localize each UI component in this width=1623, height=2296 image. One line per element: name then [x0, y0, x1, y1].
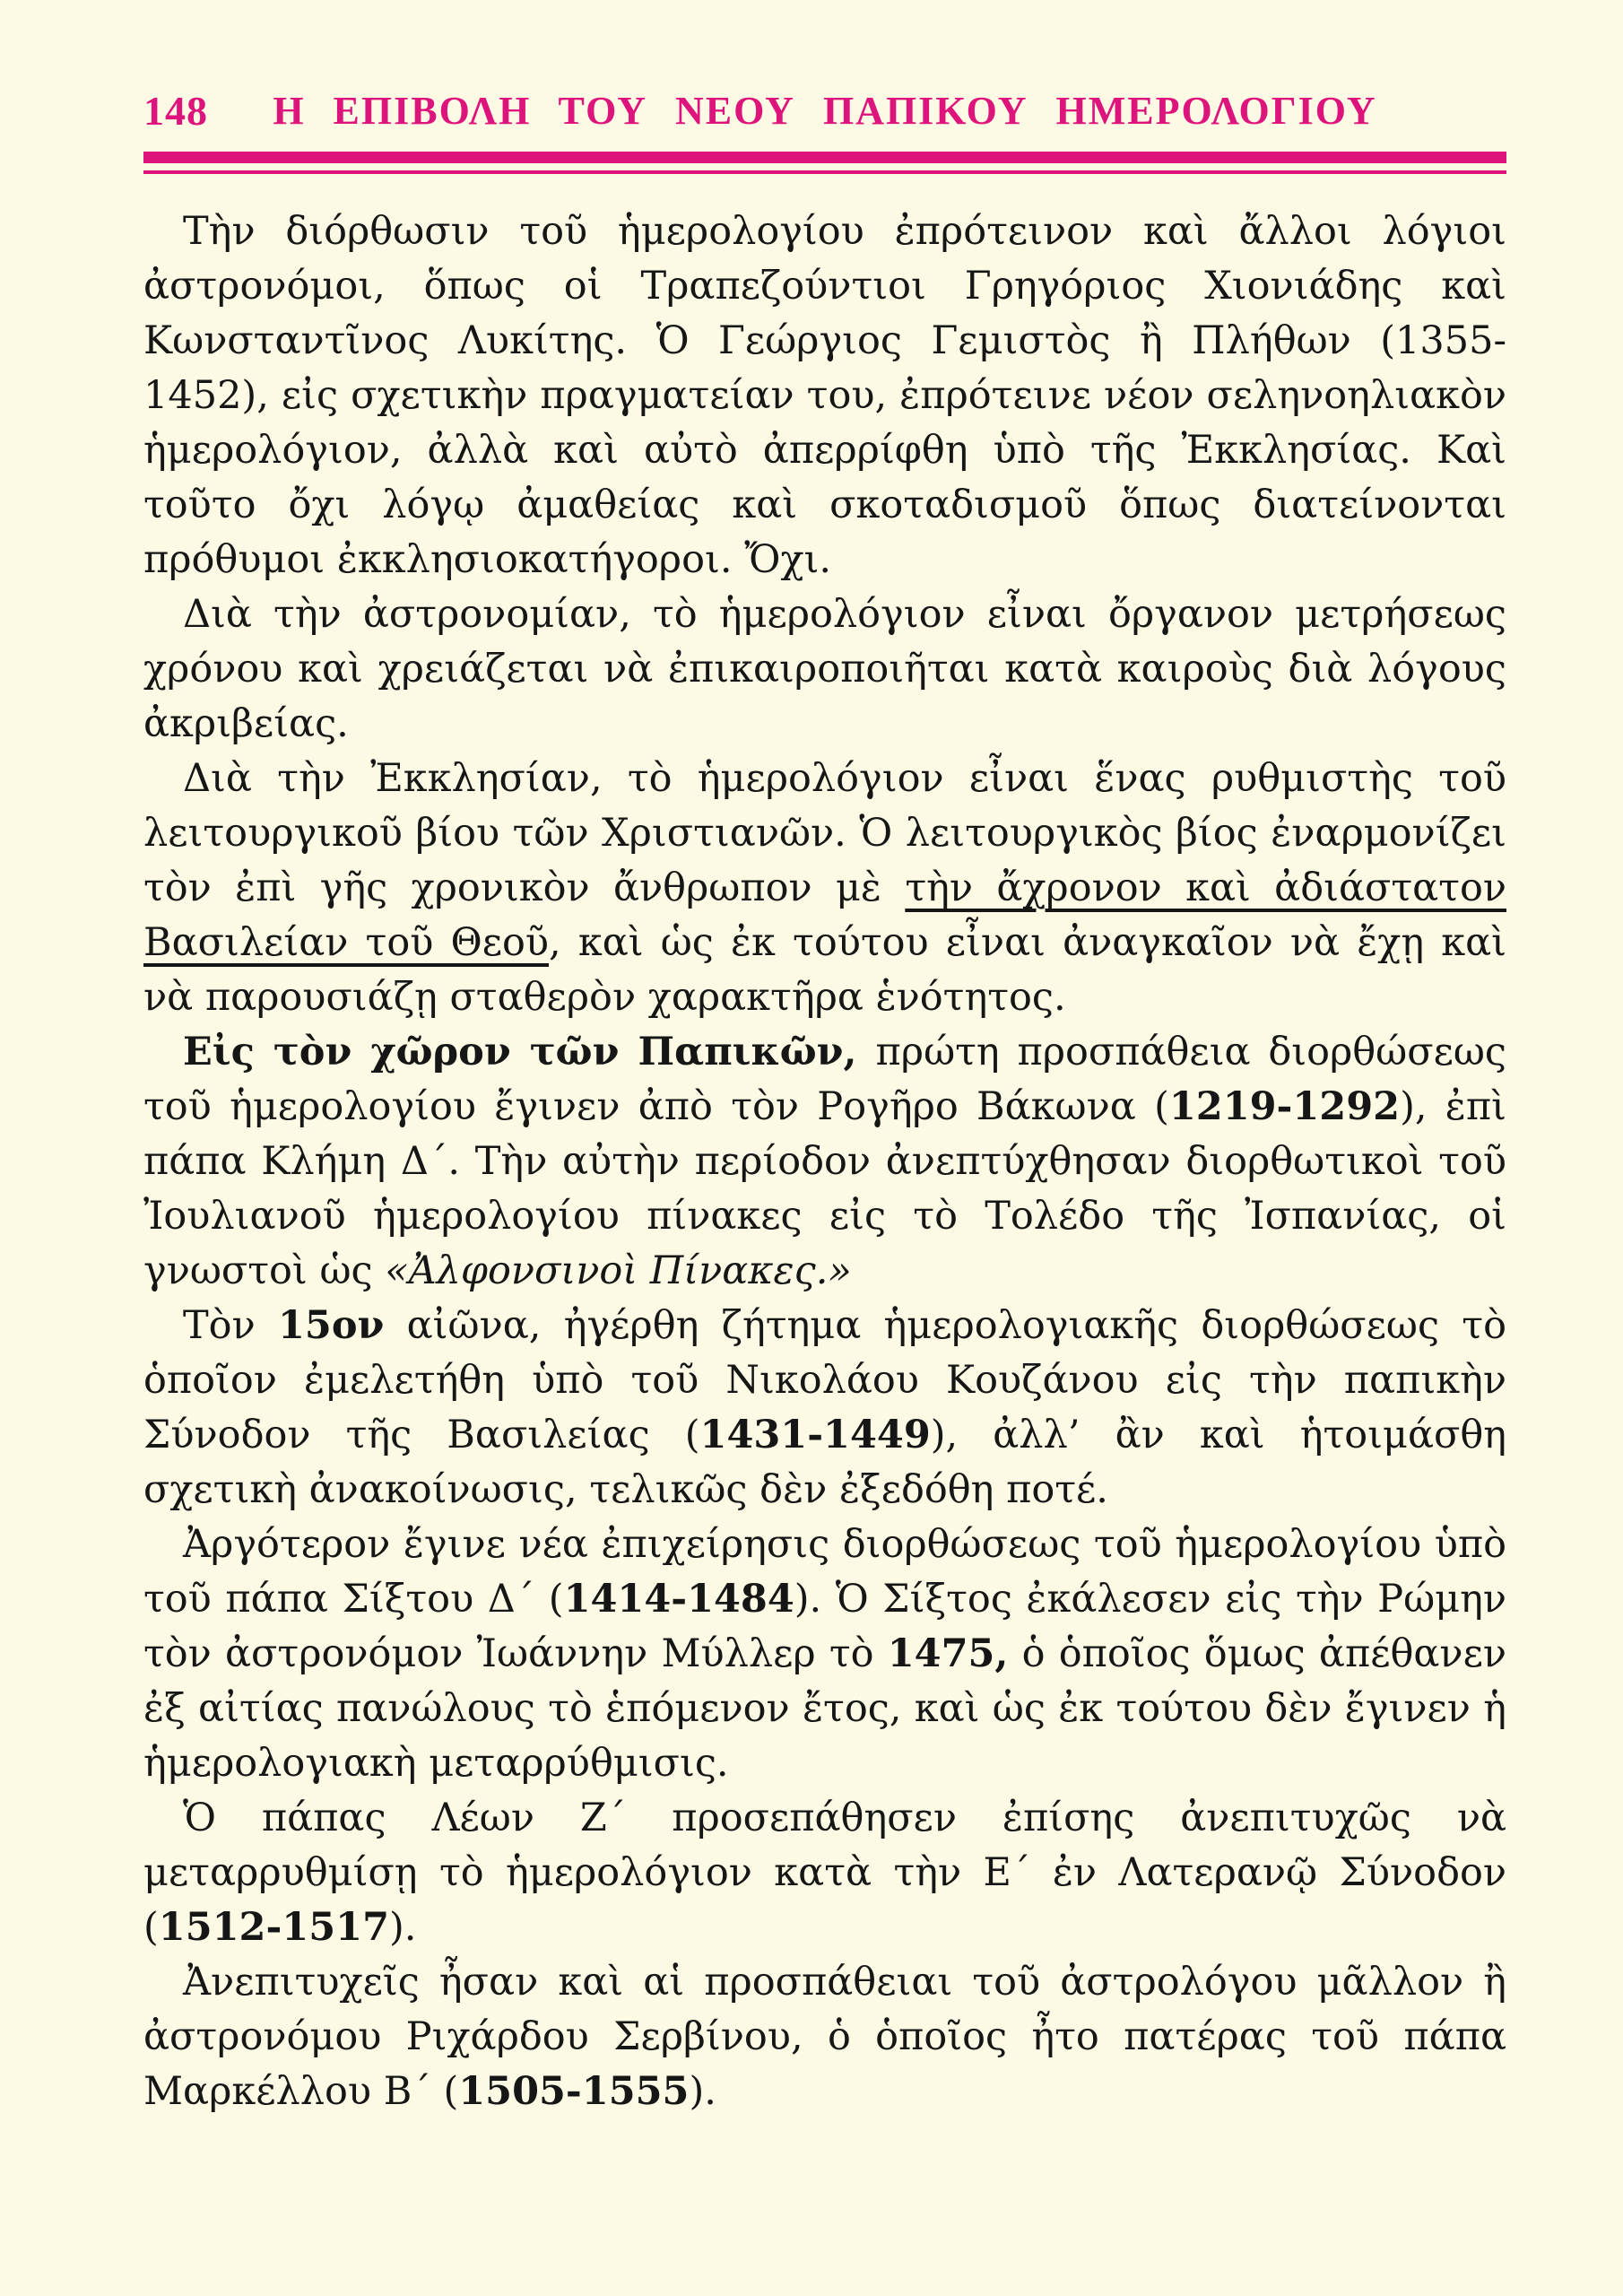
- text-run: Τὴν διόρθωσιν τοῦ ἡμερολογίου ἐπρότεινον καὶ ἄλλοι λόγιοι ἀστρονόμοι, ὅπως οἱ Τραπεζούντιοι Γρηγόριος Χιονιάδης καὶ Κωνσταντῖνος Λυκίτης. Ὁ Γεώργιος Γεμιστὸς ἢ Πλήθων (1355-1452), εἰς σχετικὴν πραγματείαν του, ἐπρότεινε νέον σεληνοηλιακὸν ἡμερολόγιον, ἀλλὰ καὶ αὐτὸ ἀπερρίφθη ὑπὸ τῆς Ἐκκλησίας. Καὶ τοῦτο ὄχι λόγῳ ἀμαθείας καὶ σκοταδισμοῦ ὅπως διατείνονται πρόθυμοι ἐκκλησιοκατήγοροι. Ὄχι.: [143, 209, 1506, 582]
- bold-date-range: 1431-1449: [699, 1413, 931, 1457]
- text-run: Ἀνεπιτυχεῖς ἦσαν καὶ αἱ προσπάθειαι τοῦ ἀστρολόγου μᾶλλον ἢ ἀστρονόμου Ριχάρδου Σερβίνου, ὁ ὁποῖος ἦτο πατέρας τοῦ πάπα Μαρκέλλου Β´ (: [143, 1960, 1506, 2114]
- text-run: ), ἐπὶ πάπα Κλήμη Δ´. Τὴν αὐτὴν περίοδον ἀνεπτύχθησαν διορθωτικοὶ τοῦ Ἰουλιανοῦ ἡμερολογίου πίνακες εἰς τὸ Τολέδο τῆς Ἰσπανίας, οἱ γνωστοὶ ὡς: [143, 1084, 1506, 1293]
- text-run: ὁ ὁποῖος ὅμως ἀπέθανεν ἐξ αἰτίας πανώλους τὸ ἑπόμενον ἔτος, καὶ ὡς ἐκ τούτου δὲν ἔγινεν ἡ ἡμερολογιακὴ μεταρρύθμισις.: [143, 1631, 1506, 1786]
- bold-year: 1475,: [887, 1631, 1009, 1676]
- italic-phrase: «Ἀλφονσινοὶ Πίνακες.»: [385, 1248, 852, 1293]
- header-rule-thick: [143, 152, 1506, 163]
- text-run: ).: [689, 2069, 716, 2114]
- page-header: [143, 86, 1506, 136]
- text-run: Ἀργότερον ἔγινε νέα ἐπιχείρησις διορθώσεως τοῦ ἡμερολογίου ὑπὸ τοῦ πάπα Σίξτου Δ´ (: [143, 1522, 1506, 1622]
- underlined-phrase: τὴν ἄχρονον καὶ ἀδιάστατον Βασιλείαν τοῦ Θεοῦ: [143, 865, 1506, 965]
- paragraph: [143, 1025, 1506, 1299]
- bold-ordinal: 15ον: [277, 1303, 385, 1348]
- page-number: 148: [143, 88, 208, 134]
- text-run: ).: [388, 1905, 417, 1950]
- bold-lead-phrase: Εἰς τὸν χῶρον τῶν Παπικῶν,: [183, 1030, 876, 1074]
- paragraph: [143, 1299, 1506, 1518]
- paragraph: [143, 1791, 1506, 1955]
- text-run: ). Ὁ Σίξτος ἐκάλεσεν εἰς τὴν Ρώμην τὸν ἀστρονόμον Ἰωάννην Μύλλερ τὸ: [143, 1577, 1506, 1676]
- bold-date-range: 1414-1484: [563, 1577, 794, 1622]
- paragraph: [143, 587, 1506, 752]
- text-run: Ὁ πάπας Λέων Ζ´ προσεπάθησεν ἐπίσης ἀνεπιτυχῶς νὰ μεταρρυθμίσῃ τὸ ἡμερολόγιον κατὰ τὴν Ε´ ἐν Λατερανῷ Σύνοδον (: [143, 1796, 1506, 1950]
- page-body: [143, 204, 1506, 2119]
- paragraph: [143, 1955, 1506, 2119]
- bold-date-range: 1219-1292: [1168, 1084, 1401, 1129]
- text-run: Διὰ τὴν Ἐκκλησίαν, τὸ ἡμερολόγιον εἶναι ἕνας ρυθμιστὴς τοῦ λειτουργικοῦ βίου τῶν Χριστιανῶν. Ὁ λειτουργικὸς βίος ἐναρμονίζει τὸν ἐπὶ γῆς χρονικὸν ἄνθρωπον μὲ: [143, 756, 1506, 910]
- page-title: Η ΕΠΙΒΟΛΗ ΤΟΥ ΝΕΟΥ ΠΑΠΙΚΟΥ ΗΜΕΡΟΛΟΓΙΟΥ: [273, 89, 1377, 133]
- paragraph: [143, 752, 1506, 1025]
- text-run: πρώτη προσπάθεια διορθώσεως τοῦ ἡμερολογίου ἔγινεν ἀπὸ τὸν Ρογῆρο Βάκωνα (: [143, 1030, 1506, 1129]
- paragraph: [143, 204, 1506, 587]
- bold-date-range: 1512-1517: [158, 1905, 389, 1950]
- text-run: Διὰ τὴν ἀστρονομίαν, τὸ ἡμερολόγιον εἶναι ὄργανον μετρήσεως χρόνου καὶ χρειάζεται νὰ ἐπικαιροποιῆται κατὰ καιροὺς διὰ λόγους ἀκριβείας.: [143, 592, 1506, 746]
- text-run: αἰῶνα, ἠγέρθη ζήτημα ἡμερολογιακῆς διορθώσεως τὸ ὁποῖον ἐμελετήθη ὑπὸ τοῦ Νικολάου Κουζάνου εἰς τὴν παπικὴν Σύνοδον τῆς Βασιλείας (: [143, 1303, 1506, 1457]
- bold-date-range: 1505-1555: [458, 2069, 690, 2114]
- header-rule-thin: [143, 170, 1506, 174]
- text-run: Τὸν: [183, 1303, 278, 1348]
- text-run: , καὶ ὡς ἐκ τούτου εἶναι ἀναγκαῖον νὰ ἔχῃ καὶ νὰ παρουσιάζῃ σταθερὸν χαρακτῆρα ἑνότητος.: [143, 920, 1506, 1020]
- text-run: ), ἀλλ’ ἂν καὶ ἡτοιμάσθη σχετικὴ ἀνακοίνωσις, τελικῶς δὲν ἐξεδόθη ποτέ.: [143, 1413, 1506, 1512]
- paragraph: [143, 1518, 1506, 1791]
